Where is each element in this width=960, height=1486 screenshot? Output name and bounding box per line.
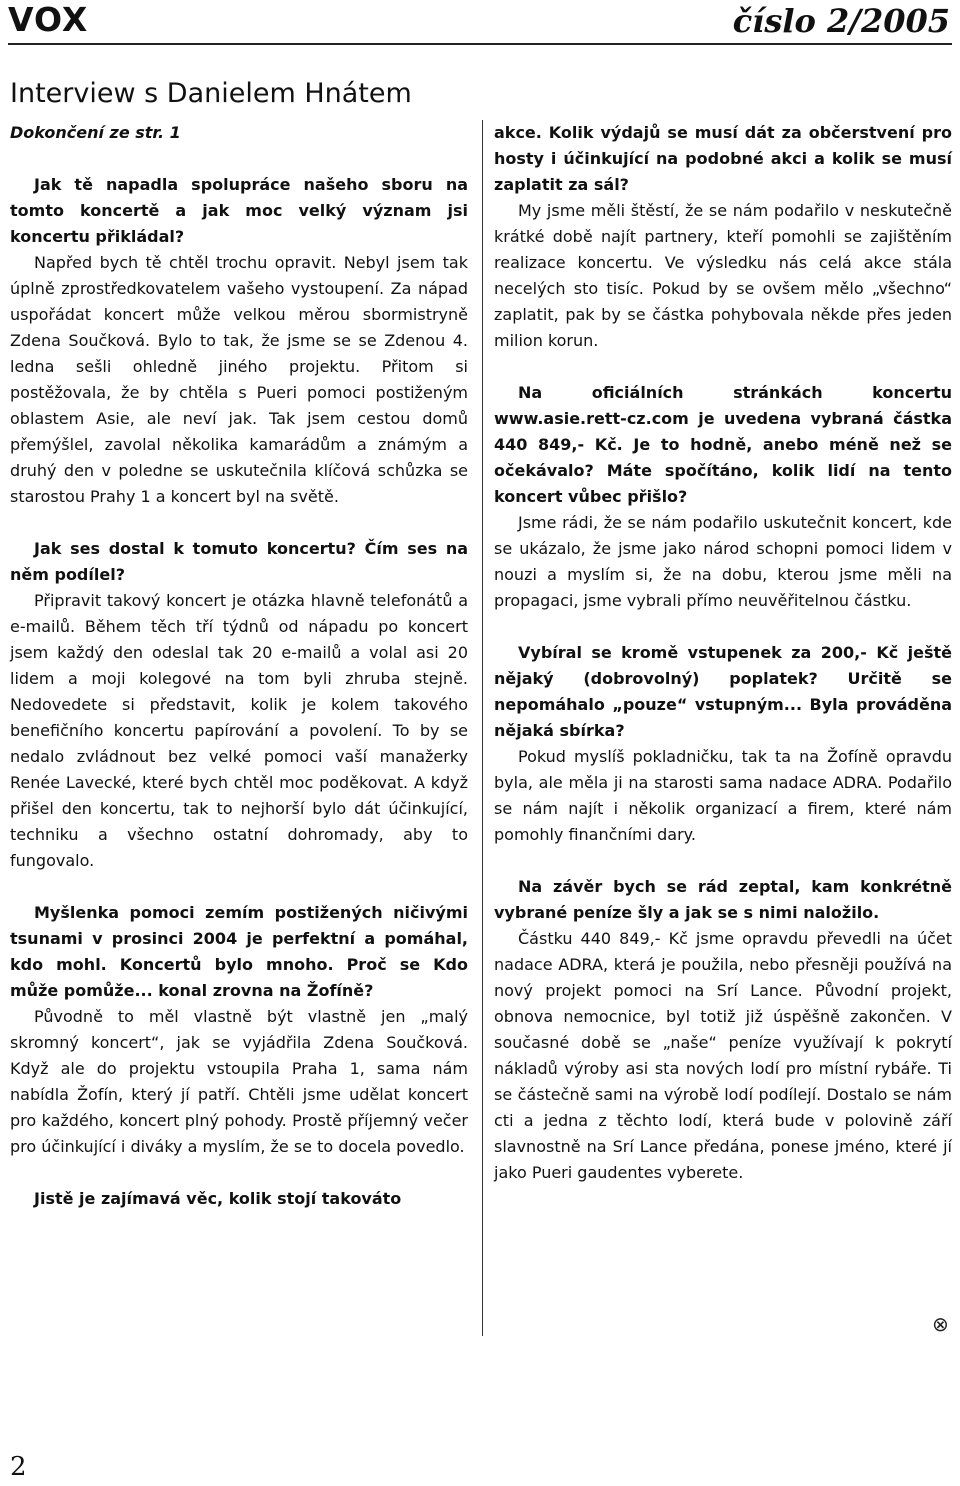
magazine-name: VOX bbox=[8, 0, 89, 39]
answer-5: Jsme rádi, že se nám podařilo uskutečnit koncert, kde se ukázalo, že jsme jako národ schopni pomoci lidem v nouzi a myslím si, že na dobu, kterou jsme měli na propagaci, jsme vybrali přímo neuvěřitelnou částku. bbox=[494, 513, 952, 610]
answer-3: Původně to měl vlastně být vlastně jen „malý skromný koncert“, jak se vyjádřila Zdena Součková. Když ale do projektu vstoupila Praha 1, sama nám nabídla Žofín, který jí patří. Chtěli jsme udělat koncert pro každého, koncert plný pohody. Prostě příjemný večer pro účinkující i diváky a myslím, že se to docela povedlo. bbox=[10, 1007, 468, 1156]
article-title: Interview s Danielem Hnátem bbox=[10, 78, 412, 109]
question-1: Jak tě napadla spolupráce našeho sboru na tomto koncertě a jak moc velký význam jsi koncertu přikládal? bbox=[10, 175, 468, 246]
question-3: Myšlenka pomoci zemím postižených ničivými tsunami v prosinci 2004 je perfektní a pomáhal, kdo mohl. Koncertů bylo mnoho. Proč se Kdo může pomůže... konal zrovna na Žofíně? bbox=[10, 903, 468, 1000]
page-number: 2 bbox=[10, 1452, 27, 1482]
header-rule bbox=[8, 43, 952, 45]
question-7: Na závěr bych se rád zeptal, kam konkrétně vybrané peníze šly a jak se s nimi naložilo. bbox=[494, 877, 952, 922]
issue-number: číslo 2/2005 bbox=[732, 2, 950, 40]
continued-note: Dokončení ze str. 1 bbox=[10, 123, 181, 142]
question-4: Jistě je zajímavá věc, kolik stojí takováto bbox=[34, 1189, 402, 1208]
answer-1: Napřed bych tě chtěl trochu opravit. Nebyl jsem tak úplně zprostředkovatelem vašeho vystoupení. Za nápad uspořádat koncert může velkou měrou sbormistryně Zdena Součková. Bylo to tak, že jsme se se Zdenou 4. ledna sešli ohledně jiného projektu. Přitom si postěžovala, že by chtěla s Pueri pomoci postiženým oblastem Asie, ale neví jak. Tak jsem cestou domů přemýšlel, zavolal několika kamarádům a známým a druhý den v poledne se uskutečnila klíčová schůzka se starostou Prahy 1 a koncert byl na světě. bbox=[10, 253, 468, 506]
question-5: Na oficiálních stránkách koncertu www.asie.rett-cz.com je uvedena vybraná částka 440 849,- Kč. Je to hodně, anebo méně než se očekávalo? Máte spočítáno, kolik lidí na tento koncert vůbec přišlo? bbox=[494, 383, 952, 506]
left-column bbox=[10, 120, 468, 1212]
column-divider bbox=[482, 120, 483, 1336]
answer-7: Částku 440 849,- Kč jsme opravdu převedli na účet nadace ADRA, která je použila, nebo přesněji používá na nový projekt pomoci na Srí Lance. Původní projekt, obnova nemocnice, byl totiž již úspěšně zakončen. V současné době se „naše“ peníze využívají k pokrytí nákladů výroby asi sta nových lodí pro místní rybáře. Ti se částečně sami na výrobě lodí podílejí. Dostalo se nám cti a jedna z těchto lodí, která bude v polovině září slavnostně na Srí Lance předána, ponese jméno, které jí jako Pueri gaudentes vyberete. bbox=[494, 929, 952, 1182]
question-6: Vybíral se kromě vstupenek za 200,- Kč ještě nějaký (dobrovolný) poplatek? Určitě se nepomáhalo „pouze“ vstupným... Byla prováděna nějaká sbírka? bbox=[494, 643, 952, 740]
question-2: Jak ses dostal k tomuto koncertu? Čím ses na něm podílel? bbox=[10, 539, 468, 584]
question-4-continued: akce. Kolik výdajů se musí dát za občerstvení pro hosty i účinkující na podobné akci a kolik se musí zaplatit za sál? bbox=[494, 123, 952, 194]
answer-2: Připravit takový koncert je otázka hlavně telefonátů a e-mailů. Během těch tří týdnů od nápadu po koncert jsem každý den odeslal tak 20 e-mailů a volal asi 20 lidem a moji kolegové na tom byli zhruba stejně. Nedovedete si představit, kolik je kolem takového benefičního koncertu papírování a povolení. To by se nedalo zvládnout bez velké pomoci vaší manažerky Renée Lavecké, které bych chtěl moc poděkovat. A když přišel den koncertu, tak to nejhorší bylo dát účinkující, techniku a všechno ostatní dohromady, aby to fungovalo. bbox=[10, 591, 468, 870]
right-column bbox=[494, 120, 952, 1186]
end-mark-icon: ⊗ bbox=[932, 1312, 949, 1336]
answer-6: Pokud myslíš pokladničku, tak ta na Žofíně opravdu byla, ale měla ji na starosti sama nadace ADRA. Podařilo se nám najít i několik organizací a firem, které nám pomohly finančními dary. bbox=[494, 747, 952, 844]
answer-4: My jsme měli štěstí, že se nám podařilo v neskutečně krátké době najít partnery, kteří pomohli se zajištěním realizace koncertu. Ve výsledku nás celá akce stála necelých sto tisíc. Pokud by se ovšem mělo „všechno“ zaplatit, pak by se částka pohybovala někde přes jeden milion korun. bbox=[494, 201, 952, 350]
